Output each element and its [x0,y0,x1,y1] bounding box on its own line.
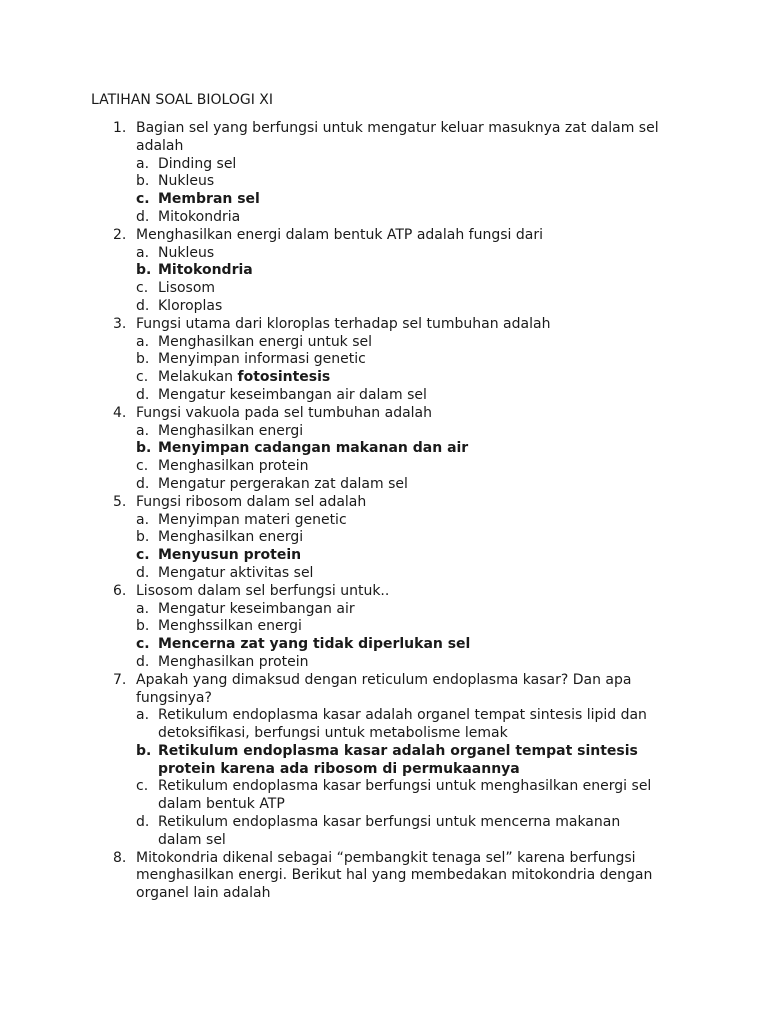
option-letter: d. [136,297,150,314]
answer-option [136,245,664,263]
answer-option [136,654,664,672]
question-number: 6. [113,582,127,599]
answer-option [136,351,664,369]
question-text: Lisosom dalam sel berfungsi untuk.. [136,582,390,599]
answer-option [136,512,664,530]
option-text: Menghasilkan energi [158,529,304,546]
answer-option [136,529,664,547]
option-letter: c. [136,547,150,564]
option-list [136,423,664,494]
option-letter: c. [136,636,150,653]
question-item [0,850,664,903]
option-letter: d. [136,386,150,403]
question-item [0,316,664,405]
answer-option [136,618,664,636]
answer-option-correct [136,262,664,280]
question-item [0,120,664,227]
answer-option-correct [136,191,664,209]
option-letter: d. [136,653,150,670]
option-letter: d. [136,564,150,581]
question-text: Menghasilkan energi dalam bentuk ATP adalah fungsi dari [136,226,543,243]
option-list [136,334,664,405]
option-letter: a. [136,333,150,350]
option-text: Dinding sel [158,155,237,172]
question-item [0,405,664,494]
option-letter: c. [136,191,150,208]
option-text: Mengatur keseimbangan air [158,600,355,617]
question-text: Fungsi vakuola pada sel tumbuhan adalah [136,404,433,421]
option-text: Menyimpan informasi genetic [158,351,366,368]
option-letter: b. [136,351,150,368]
question-text: Fungsi ribosom dalam sel adalah [136,493,367,510]
question-item [0,583,664,672]
question-item [0,672,664,850]
question-number: 7. [113,671,127,688]
option-text: Retikulum endoplasma kasar adalah organel tempat sintesis protein karena ada ribosom di permukaannya [158,742,638,777]
option-letter: b. [136,618,150,635]
question-number: 4. [113,404,127,421]
option-list [136,245,664,316]
option-list [136,512,664,583]
answer-option [136,814,664,850]
option-letter: a. [136,244,150,261]
answer-option [136,209,664,227]
question-text: Bagian sel yang berfungsi untuk mengatur keluar masuknya zat dalam sel adalah [136,120,659,154]
option-text: Mengatur aktivitas sel [158,564,314,581]
answer-option [136,387,664,405]
question-item [0,494,664,583]
question-text: Apakah yang dimaksud dengan reticulum endoplasma kasar? Dan apa fungsinya? [136,671,632,706]
answer-option-correct [136,636,664,654]
option-text: Mengatur keseimbangan air dalam sel [158,386,427,403]
answer-option [136,458,664,476]
option-text: Menghasilkan energi untuk sel [158,333,373,350]
option-letter: d. [136,814,150,831]
answer-option [136,156,664,174]
question-number: 3. [113,315,127,332]
option-list [136,601,664,672]
option-list [136,156,664,227]
answer-option [136,173,664,191]
option-letter: b. [136,440,152,457]
option-text: Menghasilkan protein [158,458,309,475]
option-letter: b. [136,529,150,546]
option-text: Menghssilkan energi [158,618,302,635]
option-letter: b. [136,262,152,279]
option-letter: c. [136,280,149,297]
option-letter: c. [136,458,149,475]
option-text: Kloroplas [158,297,223,314]
answer-option-correct [136,440,664,458]
option-text: Retikulum endoplasma kasar adalah organel tempat sintesis lipid dan detoksifikasi, berfungsi untuk metabolisme lemak [158,707,647,742]
option-letter: b. [136,742,152,759]
option-letter: c. [136,369,149,386]
option-text: Mencerna zat yang tidak diperlukan sel [158,636,471,653]
option-text: Menghasilkan protein [158,653,309,670]
question-number: 1. [113,120,127,136]
option-list [136,707,664,849]
option-letter: a. [136,422,150,439]
question-list [0,120,768,903]
option-letter: b. [136,173,150,190]
question-text: Fungsi utama dari kloroplas terhadap sel tumbuhan adalah [136,315,551,332]
question-number: 2. [113,226,127,243]
option-text-emphasis: fotosintesis [237,369,331,386]
option-text: Nukleus [158,173,215,190]
question-text: Mitokondria dikenal sebagai “pembangkit tenaga sel” karena berfungsi menghasilkan energi. Berikut hal yang membedakan mitokondria dengan organel lain adalah [136,849,653,902]
question-number: 8. [113,849,127,866]
option-text: Mitokondria [158,262,253,279]
option-letter: a. [136,707,150,724]
answer-option [136,369,664,387]
option-text: Mengatur pergerakan zat dalam sel [158,475,408,492]
option-letter: d. [136,475,150,492]
answer-option [136,778,664,814]
question-item [0,227,664,316]
option-letter: a. [136,600,150,617]
option-text: Retikulum endoplasma kasar berfungsi untuk menghasilkan energi sel dalam bentuk ATP [158,778,652,813]
option-text: Melakukan [158,369,238,386]
answer-option [136,707,664,743]
option-letter: a. [136,155,150,172]
option-text: Membran sel [158,191,260,208]
page-title: LATIHAN SOAL BIOLOGI XI [91,92,274,108]
option-text: Menyusun protein [158,547,302,564]
answer-option [136,334,664,352]
answer-option [136,476,664,494]
option-letter: c. [136,778,149,795]
option-letter: d. [136,208,150,225]
option-text: Menyimpan materi genetic [158,511,347,528]
option-letter: a. [136,511,150,528]
question-number: 5. [113,493,127,510]
answer-option [136,601,664,619]
answer-option-correct [136,743,664,779]
option-text: Nukleus [158,244,215,261]
option-text: Lisosom [158,280,216,297]
option-text: Menghasilkan energi [158,422,304,439]
option-text: Menyimpan cadangan makanan dan air [158,440,469,457]
answer-option [136,280,664,298]
option-text: Mitokondria [158,208,241,225]
answer-option-correct [136,547,664,565]
answer-option [136,298,664,316]
answer-option [136,565,664,583]
answer-option [136,423,664,441]
option-text: Retikulum endoplasma kasar berfungsi untuk mencerna makanan dalam sel [158,814,621,848]
